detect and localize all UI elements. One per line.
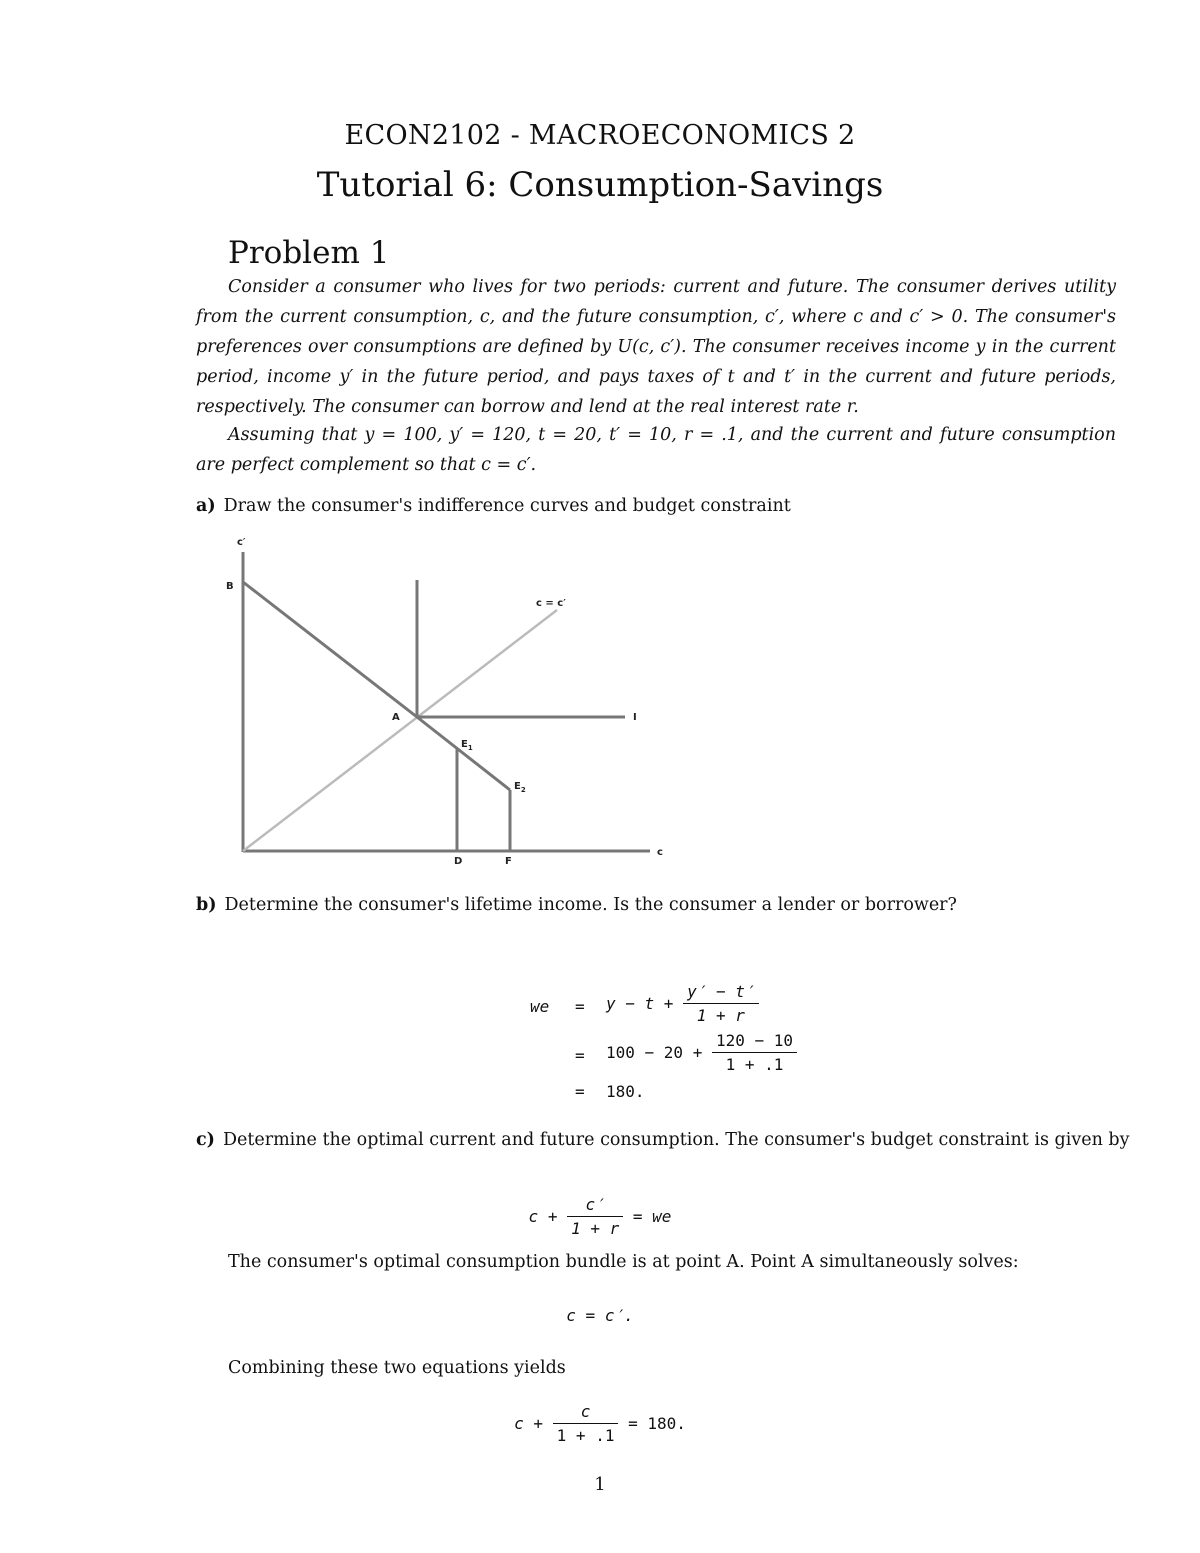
final-num: c	[553, 1402, 619, 1424]
row2-fraction	[712, 1031, 797, 1074]
we-row-2	[606, 1031, 797, 1074]
indifference-budget-figure	[200, 530, 680, 875]
row2-num: 120 − 10	[712, 1031, 797, 1053]
budget-post: = we	[632, 1207, 672, 1226]
question-b-text: Determine the consumer's lifetime income. Is the consumer a lender or borrower?	[224, 895, 957, 915]
intro-paragraph-2	[196, 420, 1116, 480]
page-number: 1	[594, 1474, 606, 1495]
budget-constraint	[243, 582, 510, 790]
question-b	[196, 895, 957, 915]
point-e1-sub: 1	[467, 744, 473, 752]
point-a-label: A	[392, 712, 400, 723]
row1-den: 1 + r	[696, 1006, 745, 1025]
line-45-label: c = c′	[536, 598, 566, 609]
eq-sign-2: =	[575, 1046, 585, 1065]
final-fraction	[553, 1402, 619, 1445]
point-e2-label	[514, 781, 526, 794]
intro-paragraph-1	[196, 272, 1116, 422]
we-lhs: we	[530, 997, 550, 1016]
eq-sign-3: =	[575, 1082, 585, 1101]
budget-num: c′	[567, 1195, 623, 1217]
point-e2-sub: 2	[520, 786, 526, 794]
course-title: ECON2102 - MACROECONOMICS 2	[344, 120, 856, 151]
y-axis-label: c′	[237, 537, 246, 548]
optimal-text: The consumer's optimal consumption bundle is at point A. Point A simultaneously solves:	[228, 1252, 1019, 1272]
row2-pre: 100 − 20 +	[606, 1043, 703, 1062]
point-e1-label	[461, 739, 473, 752]
final-den: 1 + .1	[556, 1426, 615, 1445]
budget-pre: c +	[528, 1207, 558, 1226]
combining-text: Combining these two equations yields	[228, 1358, 566, 1378]
question-a-text: Draw the consumer's indifference curves and budget constraint	[223, 496, 791, 516]
question-c-text: Determine the optimal current and future consumption. The consumer's budget constraint is given by	[222, 1130, 1130, 1150]
budget-fraction	[567, 1195, 623, 1238]
tutorial-title: Tutorial 6: Consumption-Savings	[316, 165, 884, 205]
final-equation	[0, 1402, 1200, 1445]
final-pre: c +	[514, 1414, 544, 1433]
we-row-3: 180.	[606, 1082, 645, 1101]
budget-equation	[0, 1195, 1200, 1238]
point-f-label: F	[505, 856, 512, 867]
final-post: = 180.	[628, 1414, 686, 1433]
budget-den: 1 + r	[571, 1219, 620, 1238]
row1-fraction	[683, 982, 758, 1025]
point-d-label: D	[454, 856, 463, 867]
row1-pre: y − t +	[606, 994, 674, 1013]
question-a-label: a)	[196, 496, 216, 516]
row2-den: 1 + .1	[725, 1055, 784, 1074]
intro-text-1: Consider a consumer who lives for two periods: current and future. The consumer derives utility from the current consumption, c, and the future consumption, c′, where c and c′ > 0. The consumer's preferences over consumptions are defined by U(c, c′). The consumer receives income y in the current period, income y′ in the future period, and pays taxes of t and t′ in the current and future periods, respectively. The consumer can borrow and lend at the real interest rate r.	[196, 277, 1116, 417]
perfect-complement-eq: c = c′.	[566, 1306, 634, 1325]
problem-heading: Problem 1	[228, 235, 390, 271]
intro-text-2: Assuming that y = 100, y′ = 120, t = 20, t′ = 10, r = .1, and the current and future consumption are perfect complement so that c = c′.	[196, 425, 1116, 475]
point-e2-letter: E	[514, 781, 521, 792]
question-b-label: b)	[196, 895, 217, 915]
row1-num: y′ − t′	[683, 982, 758, 1004]
point-b-label: B	[226, 581, 234, 592]
point-e1-letter: E	[461, 739, 468, 750]
we-row-1	[606, 982, 759, 1025]
question-c-label: c)	[196, 1130, 215, 1150]
question-c	[196, 1130, 1130, 1150]
question-a	[196, 496, 791, 516]
eq-sign-1: =	[575, 997, 585, 1016]
indifference-label: I	[633, 712, 637, 723]
x-axis-label: c	[657, 847, 663, 858]
